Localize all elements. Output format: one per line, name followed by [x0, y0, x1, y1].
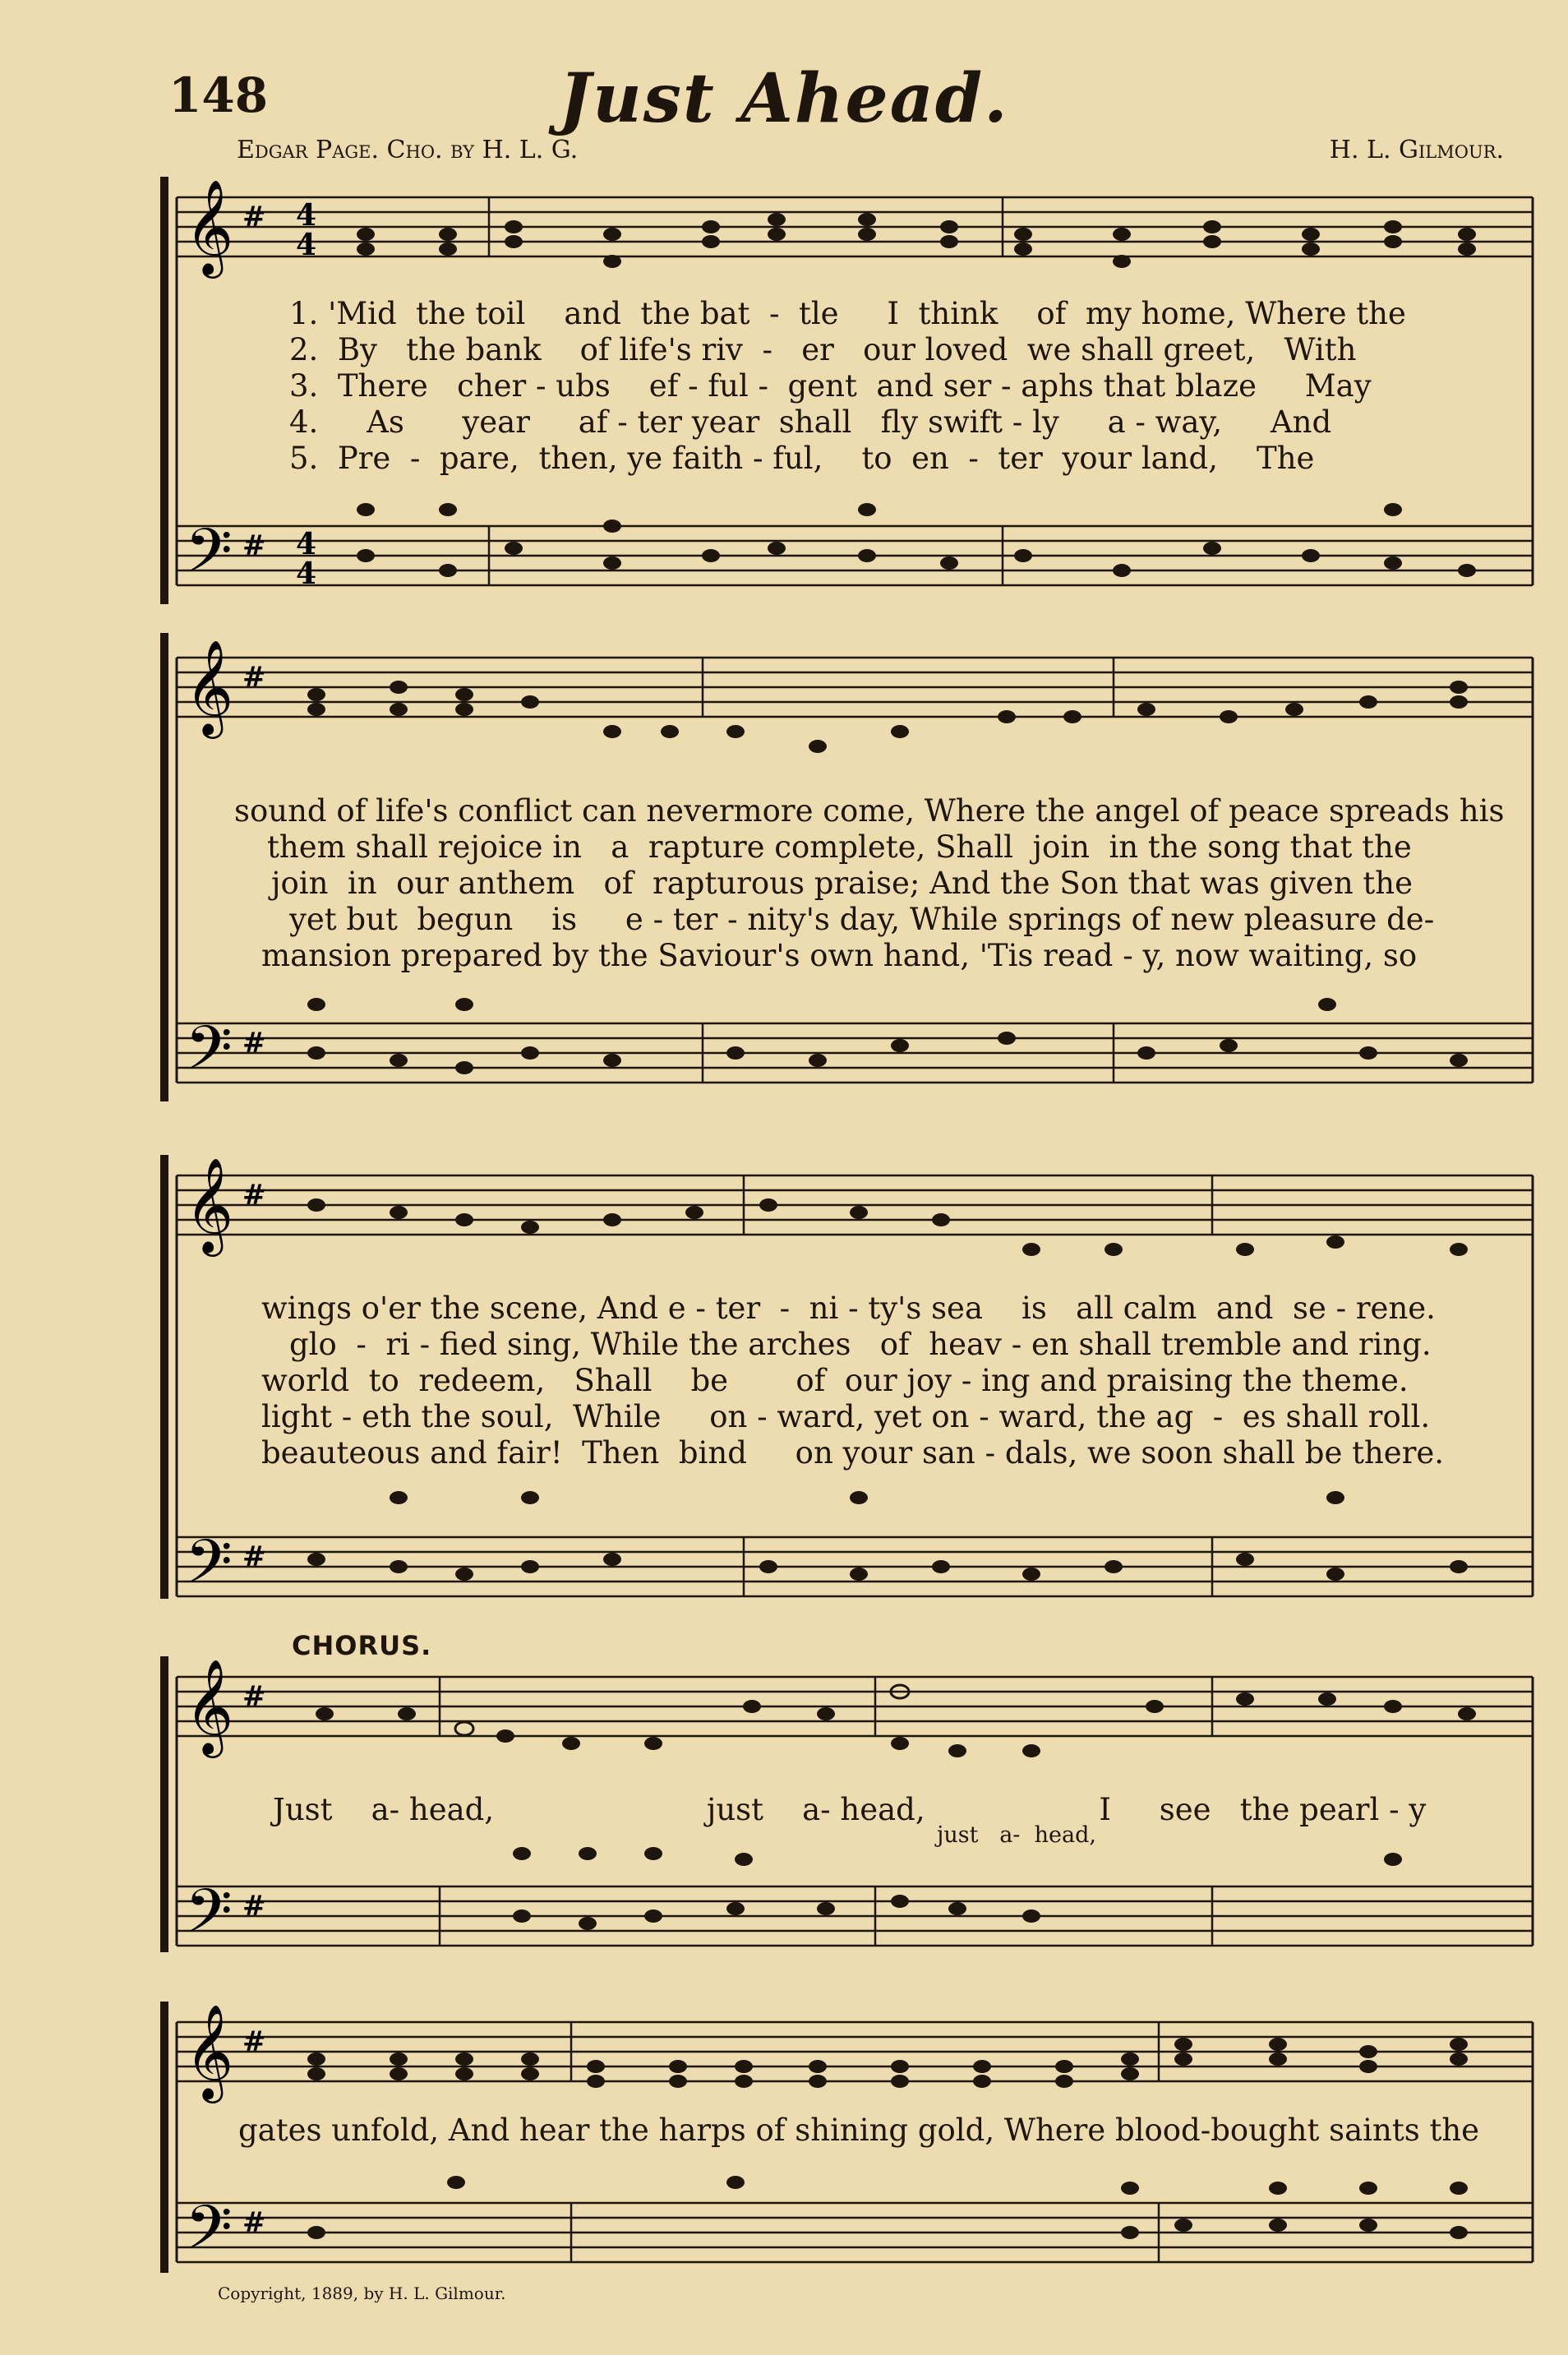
svg-text:#: # [242, 2025, 266, 2058]
svg-text:𝄞: 𝄞 [185, 2003, 234, 2099]
svg-text:𝄞: 𝄞 [185, 1157, 234, 1253]
svg-text:#: # [242, 2206, 266, 2239]
s2-verse-1: sound of life's conflict can nevermore come, Where the angel of peace spreads his [234, 793, 1505, 829]
svg-text:𝄢: 𝄢 [185, 2192, 233, 2279]
chorus-label: CHORUS. [292, 1630, 432, 1661]
chorus-line-1: Just a- head, just a- head, I see the pearl - y [273, 1792, 1427, 1827]
s3-verse-2: glo - ri - fied sing, While the arches of heav - en shall tremble and ring. [289, 1327, 1432, 1362]
svg-text:𝄢: 𝄢 [185, 1876, 233, 1962]
s1-verse-4: 4. As year af - ter year shall fly swift - ly a - way, And [289, 404, 1332, 440]
chorus-echo: just a- head, [937, 1822, 1096, 1848]
svg-text:#: # [242, 1890, 266, 1923]
svg-text:𝄞: 𝄞 [185, 178, 234, 275]
svg-text:4: 4 [296, 228, 317, 262]
chorus-line-2: gates unfold, And hear the harps of shining gold, Where blood-bought saints the [238, 2113, 1480, 2148]
words-credit: Edgar Page. Cho. by H. L. G. [237, 136, 579, 164]
svg-text:4: 4 [296, 556, 317, 591]
s1-verse-5: 5. Pre - pare, then, ye faith - ful, to en - ter your land, The [289, 441, 1315, 476]
svg-text:𝄢: 𝄢 [185, 515, 233, 602]
s2-verse-2: them shall rejoice in a rapture complete, Shall join in the song that the [267, 829, 1412, 865]
svg-text:#: # [242, 1179, 266, 1212]
s3-verse-5: beauteous and fair! Then bind on your san - dals, we soon shall be there. [261, 1435, 1445, 1471]
s2-verse-3: join in our anthem of rapturous praise; And the Son that was given the [271, 866, 1413, 901]
copyright-notice: Copyright, 1889, by H. L. Gilmour. [218, 2283, 506, 2303]
s2-verse-4: yet but begun is e - ter - nity's day, While springs of new pleasure de- [289, 902, 1435, 937]
s3-verse-1: wings o'er the scene, And e - ter - ni - ty's sea is all calm and se - rene. [261, 1291, 1436, 1326]
music-credit: H. L. Gilmour. [1329, 136, 1504, 164]
svg-text:𝄞: 𝄞 [185, 639, 234, 735]
hymn-title: Just Ahead. [559, 59, 1009, 138]
svg-text:#: # [242, 1027, 266, 1060]
svg-text:#: # [242, 529, 266, 562]
s1-verse-3: 3. There cher - ubs ef - ful - gent and ser - aphs that blaze May [289, 368, 1372, 404]
s3-verse-4: light - eth the soul, While on - ward, yet on - ward, the ag - es shall roll. [261, 1399, 1431, 1434]
svg-text:#: # [242, 201, 266, 233]
svg-text:#: # [242, 661, 266, 694]
svg-text:#: # [242, 1680, 266, 1713]
svg-text:𝄢: 𝄢 [185, 1526, 233, 1613]
svg-text:𝄢: 𝄢 [185, 1013, 233, 1099]
s1-verse-2: 2. By the bank of life's riv - er our loved we shall greet, With [289, 332, 1357, 367]
svg-text:#: # [242, 1540, 266, 1573]
s3-verse-3: world to redeem, Shall be of our joy - ing and praising the theme. [261, 1363, 1409, 1398]
s2-verse-5: mansion prepared by the Saviour's own hand, 'Tis read - y, now waiting, so [261, 938, 1418, 973]
page-number: 148 [168, 67, 269, 123]
svg-text:𝄞: 𝄞 [185, 1658, 234, 1754]
svg-text:4: 4 [296, 527, 317, 561]
svg-text:4: 4 [296, 198, 317, 233]
s1-verse-1: 1. 'Mid the toil and the bat - tle I think of my home, Where the [289, 296, 1406, 331]
